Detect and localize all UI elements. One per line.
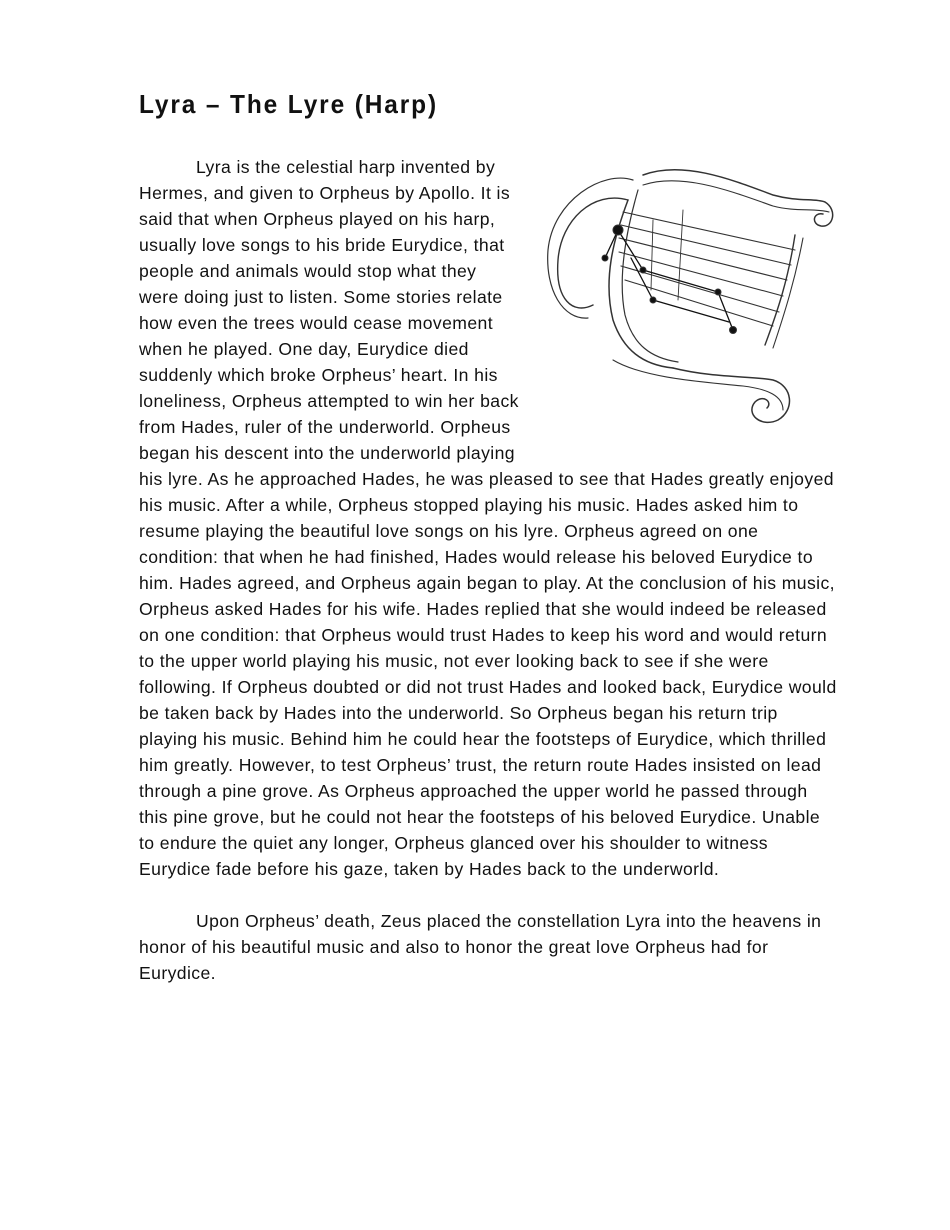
lyre-constellation-drawing-icon (533, 140, 853, 440)
closing-paragraph: Upon Orpheus’ death, Zeus placed the constellation Lyra into the heavens in honor of his beautiful music and also to honor the great love Orpheus had for Eurydice. (139, 911, 822, 983)
document-page (139, 86, 839, 986)
paragraph-spacer (139, 882, 839, 908)
page-title: Lyra – The Lyre (Harp) (139, 89, 438, 119)
story-paragraph: Lyra is the celestial harp invented by Hermes, and given to Orpheus by Apollo. It is said that when Orpheus played on his harp, usually love songs to his bride Eurydice, that people and animals would stop what they were doing just to listen. Some stories relate how even the trees would cease movement when he played. One day, Eurydice died suddenly which broke Orpheus’ heart. In his loneliness, Orpheus attempted to win her back from Hades, ruler of the underworld. Orpheus began his descent into the underworld playing his lyre. As he approached Hades, he was pleased to see that Hades greatly enjoyed his music. After a while, Orpheus stopped playing his music. Hades asked him to resume playing the beautiful love songs on his lyre. Orpheus agreed on one condition: that when he had finished, Hades would release his beloved Eurydice to him. Hades agreed, and Orpheus again began to play. At the conclusion of his music, Orpheus asked Hades for his wife. Hades replied that she would indeed be released on one condition: that Orpheus would trust Hades to keep his word and would return to the upper world playing his music, not ever looking back to see if she were following. If Orpheus doubted or did not trust Hades and looked back, Eurydice would be taken back by Hades into the underworld. So Orpheus began his return trip playing his music. Behind him he could hear the footsteps of Eurydice, which thrilled him greatly. However, to test Orpheus’ trust, the return route Hades insisted on lead through a pine grove. As Orpheus approached the upper world he passed through this pine grove, but he could not hear the footsteps of his beloved Eurydice. Unable to endure the quiet any longer, Orpheus glanced over his shoulder to witness Eurydice fade before his gaze, taken by Hades back to the underworld. (139, 157, 837, 879)
